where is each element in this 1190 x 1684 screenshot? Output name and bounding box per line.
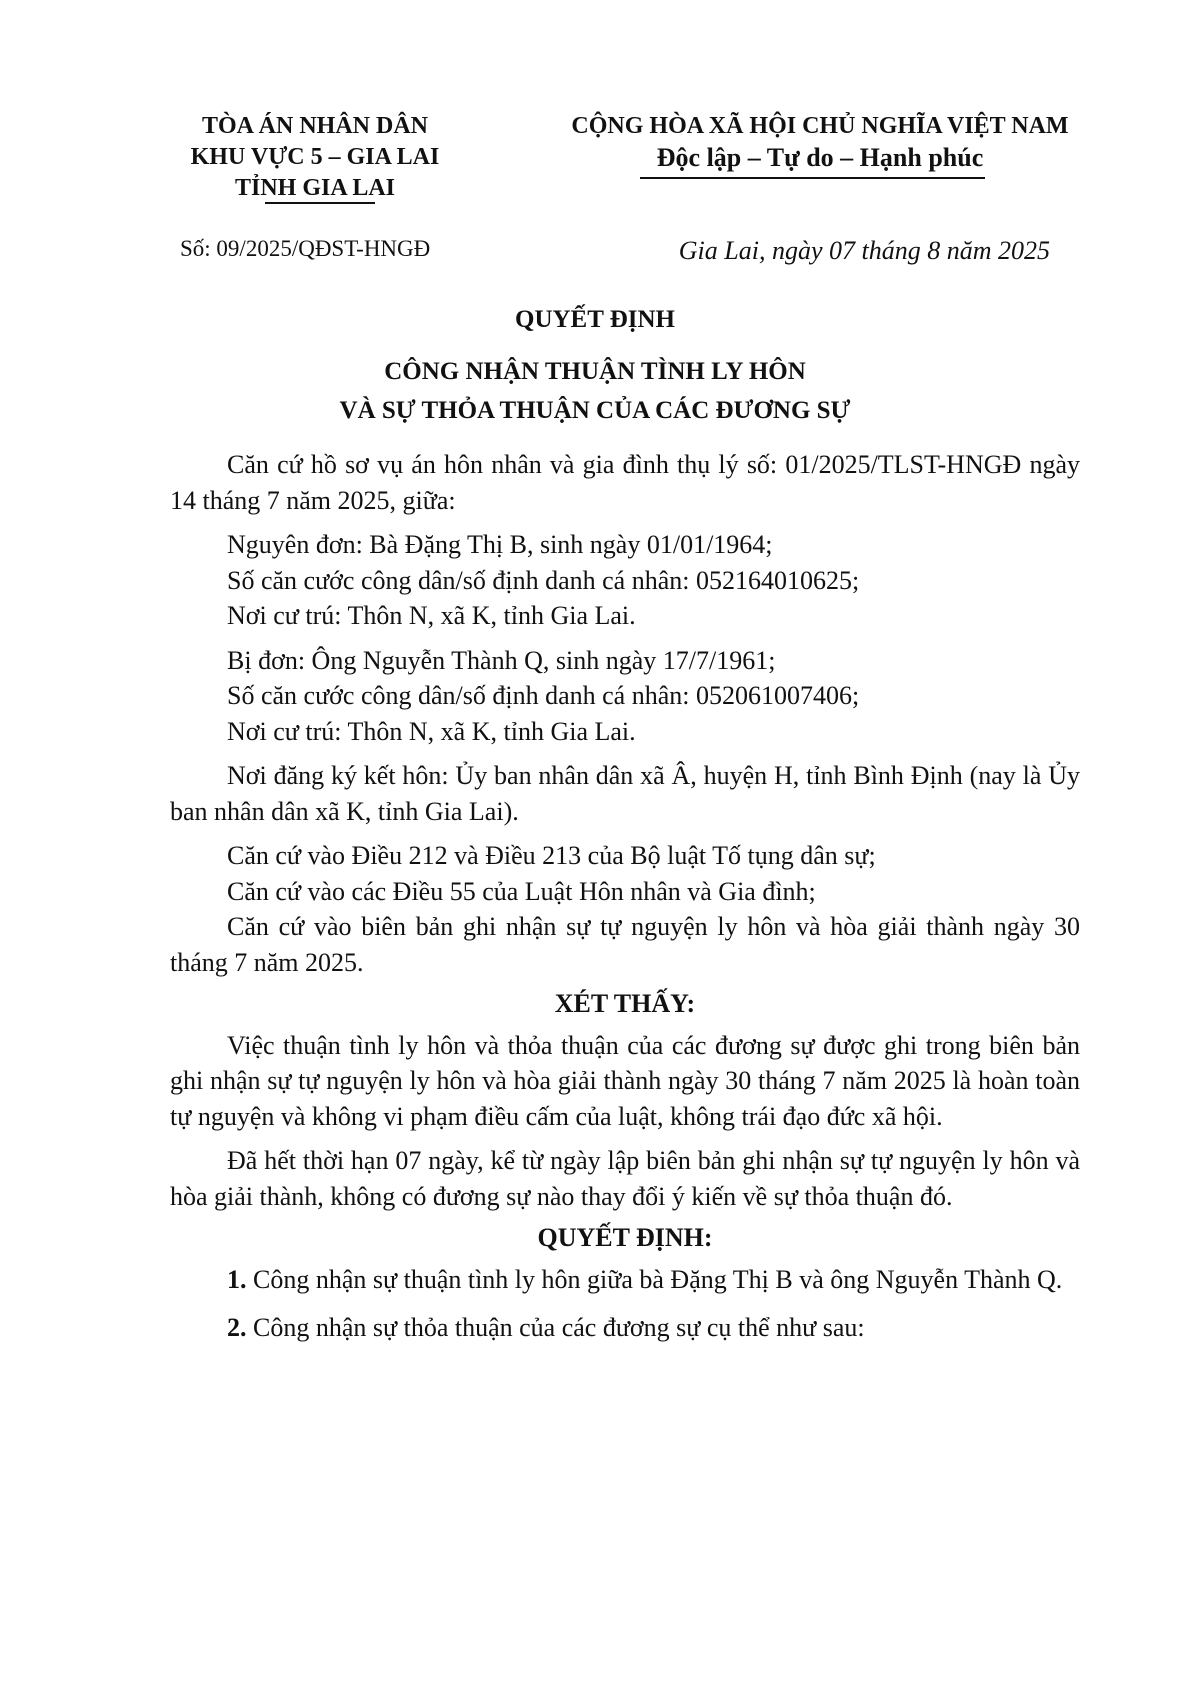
document-subtitle xyxy=(0,352,1190,430)
document-body xyxy=(170,447,1080,1346)
decision-item-1-number: 1. xyxy=(227,1264,247,1294)
basis-record: Căn cứ vào biên bản ghi nhận sự tự nguyện ly hôn và hòa giải thành ngày 30 tháng 7 năm 2025. xyxy=(170,912,1080,977)
plaintiff-name: Nguyên đơn: Bà Đặng Thị B, sinh ngày 01/01/1964; xyxy=(227,530,773,559)
court-name-line3: TỈNH GIA LAI xyxy=(234,175,396,201)
basis-law-1: Căn cứ vào Điều 212 và Điều 213 của Bộ luật Tố tụng dân sự; xyxy=(227,841,876,870)
document-number: Số: 09/2025/QĐST-HNGĐ xyxy=(180,236,431,261)
court-name-line2: KHU VỰC 5 – GIA LAI xyxy=(190,144,440,170)
marriage-registration: Nơi đăng ký kết hôn: Ủy ban nhân dân xã Â, huyện H, tỉnh Bình Định (nay là Ủy ban nhân dân xã K, tỉnh Gia Lai). xyxy=(170,761,1080,826)
considering-paragraph-2: Đã hết thời hạn 07 ngày, kể từ ngày lập biên bản ghi nhận sự tự nguyện ly hôn và hòa giải thành, không có đương sự nào thay đổi ý kiến về sự thỏa thuận đó. xyxy=(170,1146,1080,1211)
defendant-id: Số căn cước công dân/số định danh cá nhân: 052061007406; xyxy=(227,681,860,710)
defendant-address: Nơi cư trú: Thôn N, xã K, tỉnh Gia Lai. xyxy=(227,716,636,746)
place-date: Gia Lai, ngày 07 tháng 8 năm 2025 xyxy=(678,236,1050,265)
subtitle-line2: VÀ SỰ THỎA THUẬN CỦA CÁC ĐƯƠNG SỰ xyxy=(339,397,851,424)
motto-underline xyxy=(640,177,985,179)
decision-item-1-text: Công nhận sự thuận tình ly hôn giữa bà Đặng Thị B và ông Nguyễn Thành Q. xyxy=(253,1264,1063,1294)
decision-item-2 xyxy=(170,1310,1080,1346)
basis-law-2: Căn cứ vào các Điều 55 của Luật Hôn nhân và Gia đình; xyxy=(227,876,816,906)
court-name-line1: TÒA ÁN NHÂN DÂN xyxy=(201,113,428,139)
document-title: QUYẾT ĐỊNH xyxy=(515,306,675,333)
nation-title: CỘNG HÒA XÃ HỘI CHỦ NGHĨA VIỆT NAM xyxy=(571,113,1069,139)
nation-motto: Độc lập – Tự do – Hạnh phúc xyxy=(656,143,984,172)
decision-item-2-number: 2. xyxy=(227,1313,247,1342)
plaintiff-id: Số căn cước công dân/số định danh cá nhân: 052164010625; xyxy=(227,565,860,595)
decision-item-1 xyxy=(170,1262,1080,1298)
basis-case-paragraph: Căn cứ hồ sơ vụ án hôn nhân và gia đình thụ lý số: 01/2025/TLST-HNGĐ ngày 14 tháng 7 năm 2025, giữa: xyxy=(170,450,1080,515)
nation-header xyxy=(540,111,1100,173)
decision-item-2-text: Công nhận sự thỏa thuận của các đương sự cụ thể như sau: xyxy=(253,1313,865,1342)
decision-heading: QUYẾT ĐỊNH: xyxy=(537,1223,713,1252)
court-underline xyxy=(265,202,375,204)
court-header xyxy=(165,111,465,204)
defendant-name: Bị đơn: Ông Nguyễn Thành Q, sinh ngày 17/7/1961; xyxy=(227,645,776,675)
considering-paragraph-1: Việc thuận tình ly hôn và thỏa thuận của các đương sự được ghi trong biên bản ghi nhận sự tự nguyện ly hôn và hòa giải thành ngày 30 tháng 7 năm 2025 là hoàn toàn tự nguyện và không vi phạm điều cấm của luật, không trái đạo đức xã hội. xyxy=(170,1030,1080,1131)
plaintiff-address: Nơi cư trú: Thôn N, xã K, tỉnh Gia Lai. xyxy=(227,601,636,630)
considering-heading: XÉT THẤY: xyxy=(554,989,696,1018)
subtitle-line1: CÔNG NHẬN THUẬN TÌNH LY HÔN xyxy=(384,358,806,385)
